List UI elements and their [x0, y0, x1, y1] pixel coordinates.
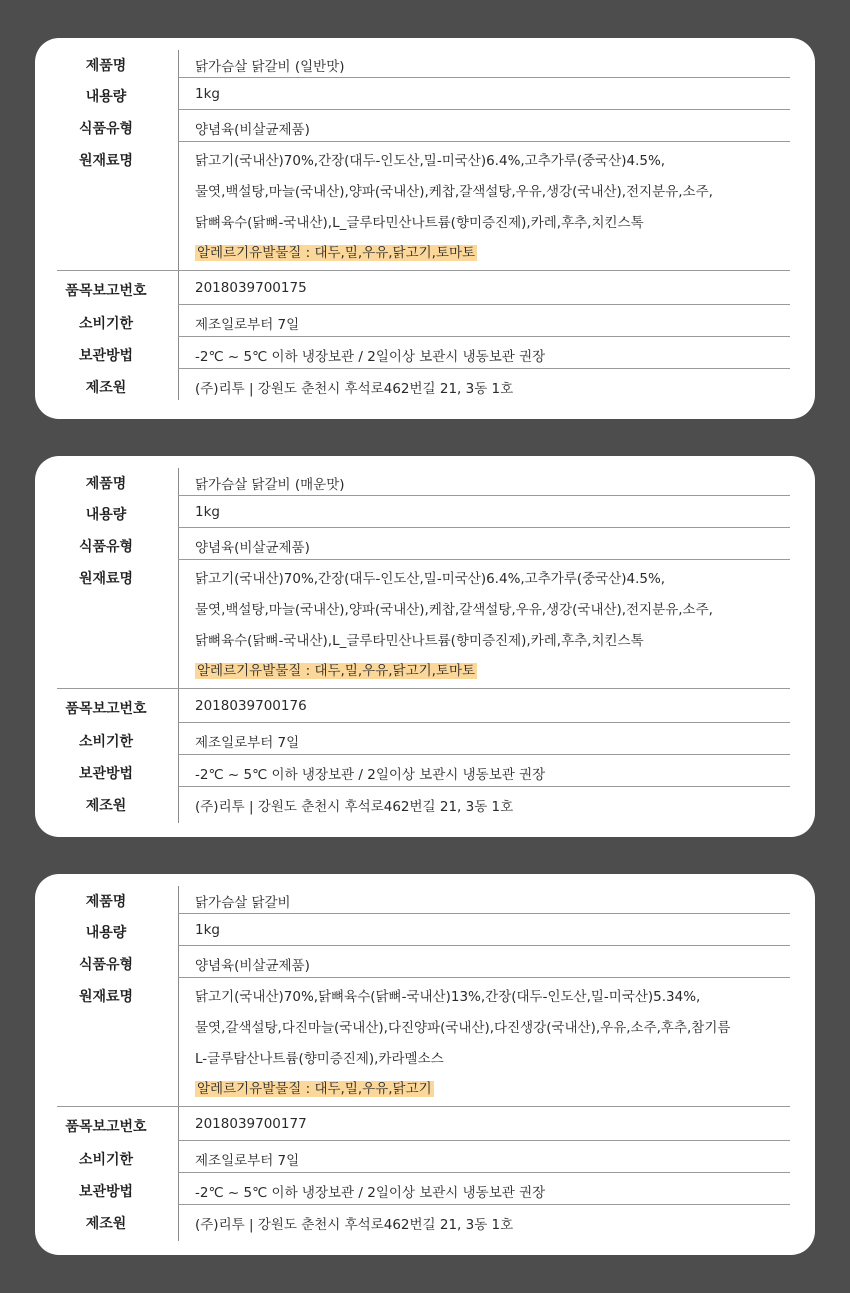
label-expiry: 소비기한 — [78, 316, 134, 332]
row-expiry — [35, 1141, 815, 1173]
row-capacity — [35, 496, 815, 528]
label-expiry: 소비기한 — [78, 734, 134, 750]
allergen-highlight: 알레르기유발물질 : 대두,밀,우유,닭고기,토마토 — [197, 245, 476, 261]
row-manufacturer — [35, 787, 815, 819]
label-report-number: 품목보고번호 — [65, 283, 147, 299]
value-expiry: 제조일로부터 7일 — [195, 317, 300, 333]
label-capacity: 내용량 — [85, 925, 127, 941]
row-expiry — [35, 305, 815, 337]
row-report-number — [35, 689, 815, 723]
label-capacity: 내용량 — [85, 507, 127, 523]
row-product-name — [35, 886, 815, 914]
value-report-number: 2018039700176 — [195, 698, 307, 714]
ingredients-line: 물엿,백설탕,마늘(국내산),양파(국내산),케찹,갈색설탕,우유,생강(국내산),전지분유,소주, — [195, 184, 713, 200]
ingredients-line: L-글루탐산나트륨(향미증진제),카라멜소스 — [195, 1051, 444, 1067]
ingredients-line: 닭뼈육수(닭뼈-국내산),L_글루타민산나트륨(향미증진제),카레,후추,치킨스톡 — [195, 215, 644, 231]
label-product-name: 제품명 — [85, 476, 127, 492]
value-storage: -2℃ ~ 5℃ 이하 냉장보관 / 2일이상 보관시 냉동보관 권장 — [195, 349, 546, 365]
value-capacity: 1kg — [195, 922, 220, 938]
row-storage — [35, 337, 815, 369]
row-product-name — [35, 50, 815, 78]
row-food-type — [35, 110, 815, 142]
label-food-type: 식품유형 — [78, 957, 134, 973]
ingredients-line: 닭고기(국내산)70%,닭뼈육수(닭뼈-국내산)13%,간장(대두-인도산,밀-미국산)5.34%, — [195, 989, 701, 1005]
product-info-card-3 — [35, 874, 815, 1255]
value-product-name: 닭가슴살 닭갈비 (매운맛) — [195, 477, 345, 493]
label-food-type: 식품유형 — [78, 121, 134, 137]
row-storage — [35, 755, 815, 787]
ingredients-line: 물엿,백설탕,마늘(국내산),양파(국내산),케찹,갈색설탕,우유,생강(국내산),전지분유,소주, — [195, 602, 713, 618]
value-expiry: 제조일로부터 7일 — [195, 1153, 300, 1169]
label-product-name: 제품명 — [85, 894, 127, 910]
label-manufacturer: 제조원 — [85, 798, 127, 814]
value-manufacturer: (주)리투 | 강원도 춘천시 후석로462번길 21, 3동 1호 — [195, 1217, 514, 1233]
ingredients-line: 물엿,갈색설탕,다진마늘(국내산),다진양파(국내산),다진생강(국내산),우유,소주,후추,참기름 — [195, 1020, 731, 1036]
label-storage: 보관방법 — [78, 348, 134, 364]
row-manufacturer — [35, 1205, 815, 1237]
label-report-number: 품목보고번호 — [65, 701, 147, 717]
allergen-line — [195, 660, 477, 682]
value-expiry: 제조일로부터 7일 — [195, 735, 300, 751]
label-product-name: 제품명 — [85, 58, 127, 74]
row-expiry — [35, 723, 815, 755]
value-food-type: 양념육(비살균제품) — [195, 540, 310, 556]
label-manufacturer: 제조원 — [85, 380, 127, 396]
ingredients-line: 닭고기(국내산)70%,간장(대두-인도산,밀-미국산)6.4%,고추가루(중국산)4.5%, — [195, 571, 666, 587]
label-report-number: 품목보고번호 — [65, 1119, 147, 1135]
value-food-type: 양념육(비살균제품) — [195, 958, 310, 974]
row-food-type — [35, 946, 815, 978]
allergen-highlight: 알레르기유발물질 : 대두,밀,우유,닭고기 — [197, 1081, 432, 1097]
row-manufacturer — [35, 369, 815, 401]
label-manufacturer: 제조원 — [85, 1216, 127, 1232]
label-storage: 보관방법 — [78, 1184, 134, 1200]
value-product-name: 닭가슴살 닭갈비 — [195, 895, 291, 911]
label-ingredients: 원재료명 — [78, 571, 134, 587]
row-capacity — [35, 914, 815, 946]
value-report-number: 2018039700175 — [195, 280, 307, 296]
value-manufacturer: (주)리투 | 강원도 춘천시 후석로462번길 21, 3동 1호 — [195, 799, 514, 815]
value-food-type: 양념육(비살균제품) — [195, 122, 310, 138]
value-storage: -2℃ ~ 5℃ 이하 냉장보관 / 2일이상 보관시 냉동보관 권장 — [195, 1185, 546, 1201]
row-ingredients — [35, 978, 815, 1106]
row-ingredients — [35, 142, 815, 270]
label-ingredients: 원재료명 — [78, 989, 134, 1005]
row-food-type — [35, 528, 815, 560]
label-expiry: 소비기한 — [78, 1152, 134, 1168]
value-manufacturer: (주)리투 | 강원도 춘천시 후석로462번길 21, 3동 1호 — [195, 381, 514, 397]
product-info-card-1 — [35, 38, 815, 419]
row-storage — [35, 1173, 815, 1205]
allergen-highlight: 알레르기유발물질 : 대두,밀,우유,닭고기,토마토 — [197, 663, 476, 679]
label-capacity: 내용량 — [85, 89, 127, 105]
value-storage: -2℃ ~ 5℃ 이하 냉장보관 / 2일이상 보관시 냉동보관 권장 — [195, 767, 546, 783]
row-capacity — [35, 78, 815, 110]
value-capacity: 1kg — [195, 86, 220, 102]
allergen-line — [195, 1078, 434, 1100]
row-report-number — [35, 1107, 815, 1141]
label-ingredients: 원재료명 — [78, 153, 134, 169]
ingredients-line: 닭뼈육수(닭뼈-국내산),L_글루타민산나트륨(향미증진제),카레,후추,치킨스톡 — [195, 633, 644, 649]
product-info-card-2 — [35, 456, 815, 837]
value-capacity: 1kg — [195, 504, 220, 520]
allergen-line — [195, 242, 477, 264]
row-product-name — [35, 468, 815, 496]
ingredients-line: 닭고기(국내산)70%,간장(대두-인도산,밀-미국산)6.4%,고추가루(중국산)4.5%, — [195, 153, 666, 169]
row-report-number — [35, 271, 815, 305]
label-food-type: 식품유형 — [78, 539, 134, 555]
label-storage: 보관방법 — [78, 766, 134, 782]
row-ingredients — [35, 560, 815, 688]
value-product-name: 닭가슴살 닭갈비 (일반맛) — [195, 59, 345, 75]
value-report-number: 2018039700177 — [195, 1116, 307, 1132]
